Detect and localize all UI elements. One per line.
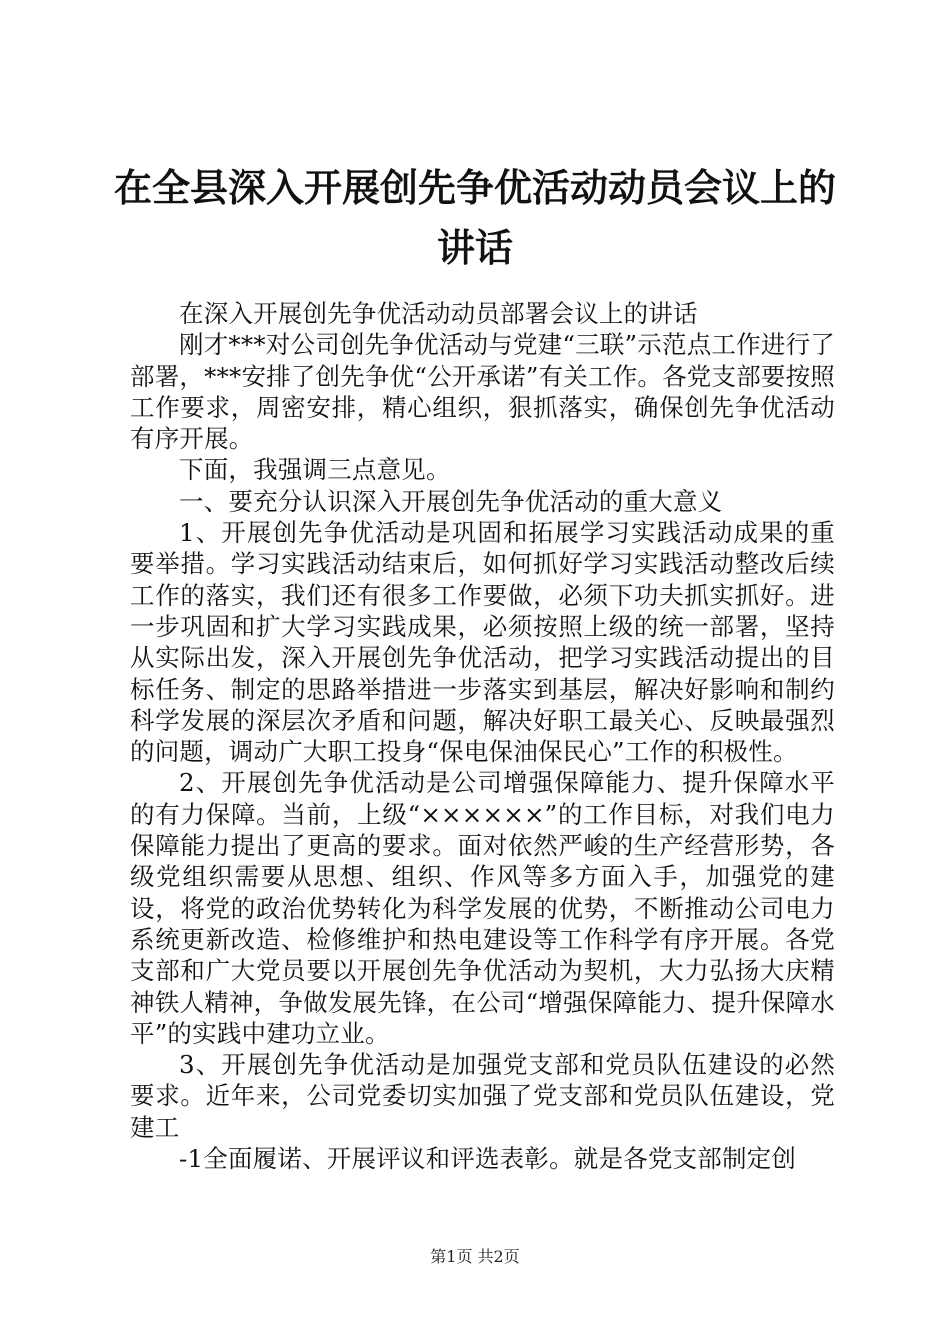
point-3-paragraph: 3、开展创先争优活动是加强党支部和党员队伍建设的必然要求。近年来，公司党委切实加强了党支部和党员队伍建设，党建工 bbox=[130, 1050, 835, 1142]
continuation-paragraph: -1全面履诺、开展评议和评选表彰。就是各党支部制定创 bbox=[179, 1144, 797, 1174]
section-heading: 一、要充分认识深入开展创先争优活动的重大意义 bbox=[179, 486, 723, 516]
transition-paragraph: 下面，我强调三点意见。 bbox=[179, 455, 451, 485]
page-number-footer: 第1页 共2页 bbox=[430, 1247, 520, 1266]
point-2-paragraph: 2、开展创先争优活动是公司增强保障能力、提升保障水平的有力保障。当前，上级“××××××”的工作目标，对我们电力保障能力提出了更高的要求。面对依然严峻的生产经营形势，各级党组织需要从思想、组织、作风等多方面入手，加强党的建设，将党的政治优势转化为科学发展的优势，不断推动公司电力系统更新改造、检修维护和热电建设等工作科学有序开展。各党支部和广大党员要以开展创先争优活动为契机，大力弘扬大庆精神铁人精神，争做发展先锋，在公司“增强保障能力、提升保障水平”的实践中建功立业。 bbox=[130, 768, 835, 1048]
document-title: 在全县深入开展创先争优活动动员会议上的讲话 bbox=[113, 166, 836, 270]
intro-paragraph: 刚才***对公司创先争优活动与党建“三联”示范点工作进行了部署，***安排了创先争优“公开承诺”有关工作。各党支部要按照工作要求，周密安排，精心组织，狠抓落实，确保创先争优活动有序开展。 bbox=[130, 330, 835, 454]
document-body bbox=[130, 298, 835, 1174]
subtitle-paragraph: 在深入开展创先争优活动动员部署会议上的讲话 bbox=[179, 299, 698, 328]
point-1-paragraph: 1、开展创先争优活动是巩固和拓展学习实践活动成果的重要举措。学习实践活动结束后，如何抓好学习实践活动整改后续工作的落实，我们还有很多工作要做，必须下功夫抓实抓好。进一步巩固和扩大学习实践成果，必须按照上级的统一部署，坚持从实际出发，深入开展创先争优活动，把学习实践活动提出的目标任务、制定的思路举措进一步落实到基层，解决好影响和制约科学发展的深层次矛盾和问题，解决好职工最关心、反映最强烈的问题，调动广大职工投身“保电保油保民心”工作的积极性。 bbox=[130, 518, 835, 767]
